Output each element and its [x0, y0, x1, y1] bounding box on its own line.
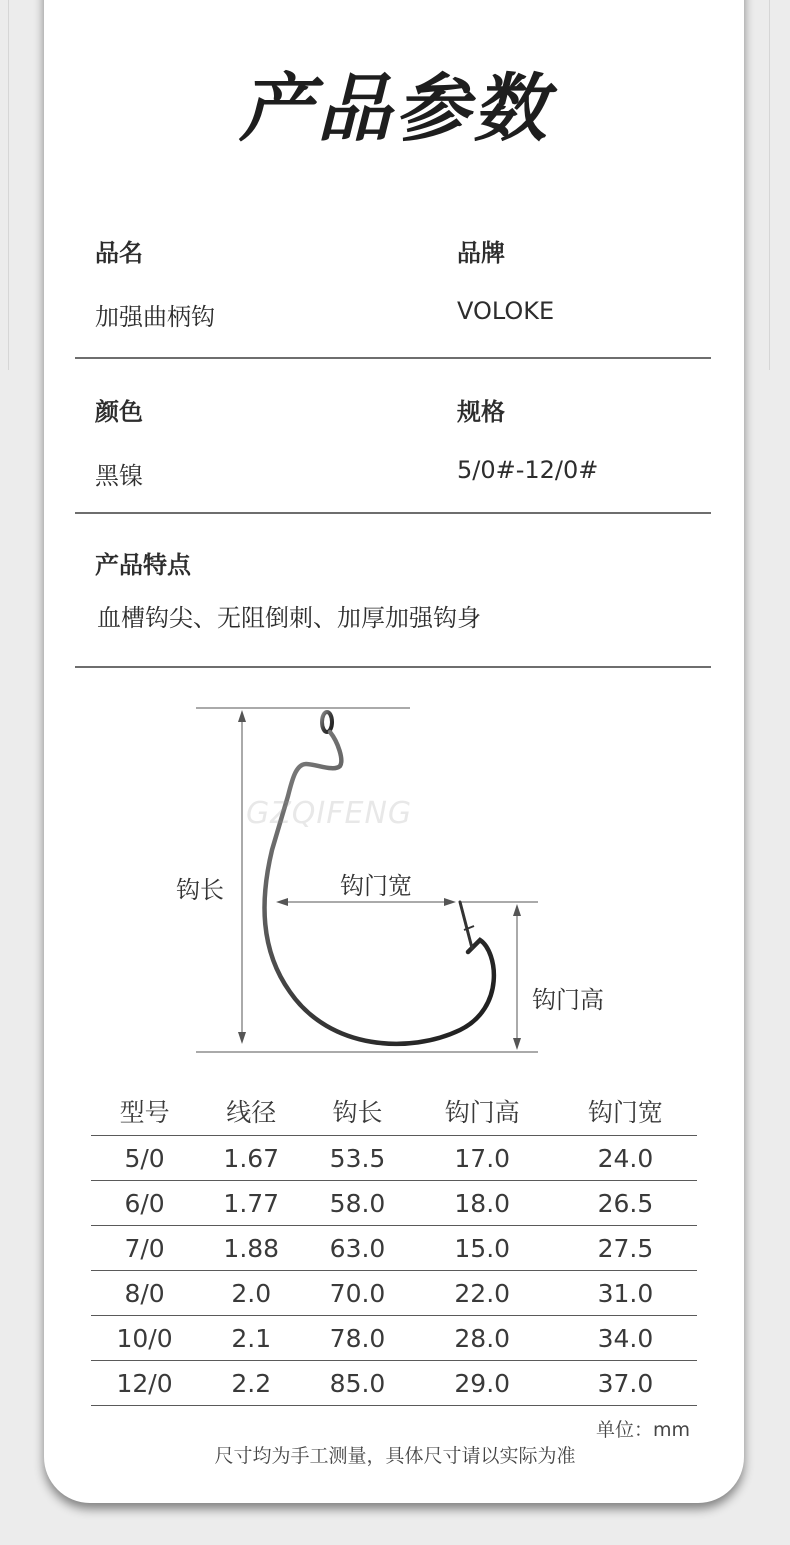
table-row [91, 1226, 697, 1271]
page-title: 产品参数 [239, 66, 551, 152]
measurement-note: 尺寸均为手工测量，具体尺寸请以实际为准 [214, 1445, 576, 1467]
table-row [91, 1181, 697, 1226]
product-name-label: 品名 [95, 239, 143, 267]
table-cell: 29.0 [411, 1361, 554, 1406]
spec-label: 规格 [457, 398, 505, 426]
watermark: GZQIFENG [246, 796, 413, 831]
arrow-head [513, 904, 521, 916]
table-row [91, 1316, 697, 1361]
table-cell: 6/0 [91, 1181, 198, 1226]
arrow-head [513, 1038, 521, 1050]
table-cell: 53.5 [304, 1136, 410, 1181]
table-row [91, 1136, 697, 1181]
product-name-value: 加强曲柄钩 [95, 303, 215, 331]
table-cell: 2.2 [198, 1361, 304, 1406]
table-cell: 18.0 [411, 1181, 554, 1226]
feature-label: 产品特点 [95, 551, 191, 579]
hook-diagram [160, 700, 660, 1070]
arrow-head [238, 1032, 246, 1044]
arrow-head [276, 898, 288, 906]
table-cell: 37.0 [554, 1361, 697, 1406]
hook-eye [322, 712, 332, 732]
table-cell: 28.0 [411, 1316, 554, 1361]
table-cell: 63.0 [304, 1226, 410, 1271]
table-cell: 7/0 [91, 1226, 198, 1271]
column-header-wire-diameter: 线径 [226, 1098, 277, 1127]
brand-value: VOLOKE [457, 297, 555, 325]
table-cell: 31.0 [554, 1271, 697, 1316]
spec-table [91, 1087, 697, 1406]
table-cell: 22.0 [411, 1271, 554, 1316]
gap-height-label: 钩门高 [532, 986, 604, 1014]
brand-label: 品牌 [457, 239, 505, 267]
column-header-gap-height: 钩门高 [444, 1098, 520, 1127]
table-cell: 17.0 [411, 1136, 554, 1181]
table-cell: 85.0 [304, 1361, 410, 1406]
hook-length-label: 钩长 [176, 876, 224, 904]
arrow-head [238, 710, 246, 722]
color-value: 黑镍 [95, 462, 143, 490]
table-cell: 24.0 [554, 1136, 697, 1181]
divider [75, 357, 711, 359]
divider [75, 666, 711, 668]
arrow-head [444, 898, 456, 906]
table-header-row [91, 1087, 697, 1136]
table-row [91, 1361, 697, 1406]
table-cell: 8/0 [91, 1271, 198, 1316]
table-cell: 1.67 [198, 1136, 304, 1181]
column-header-gap-width: 钩门宽 [587, 1098, 663, 1127]
table-cell: 5/0 [91, 1136, 198, 1181]
table-cell: 15.0 [411, 1226, 554, 1271]
table-cell: 34.0 [554, 1316, 697, 1361]
table-cell: 10/0 [91, 1316, 198, 1361]
divider [75, 512, 711, 514]
spec-value: 5/0#-12/0# [457, 456, 599, 484]
table-cell: 70.0 [304, 1271, 410, 1316]
table-cell: 1.77 [198, 1181, 304, 1226]
gap-width-label: 钩门宽 [340, 872, 412, 900]
table-cell: 2.1 [198, 1316, 304, 1361]
table-cell: 58.0 [304, 1181, 410, 1226]
table-cell: 27.5 [554, 1226, 697, 1271]
table-row [91, 1271, 697, 1316]
table-cell: 26.5 [554, 1181, 697, 1226]
color-label: 颜色 [95, 398, 143, 426]
unit-label: 单位：mm [595, 1419, 690, 1441]
table-cell: 1.88 [198, 1226, 304, 1271]
column-header-model: 型号 [119, 1098, 170, 1127]
column-header-hook-length: 钩长 [332, 1098, 383, 1127]
feature-value: 血槽钩尖、无阻倒刺、加厚加强钩身 [97, 604, 481, 632]
hook-point [460, 902, 472, 948]
table-cell: 12/0 [91, 1361, 198, 1406]
table-cell: 2.0 [198, 1271, 304, 1316]
table-cell: 78.0 [304, 1316, 410, 1361]
